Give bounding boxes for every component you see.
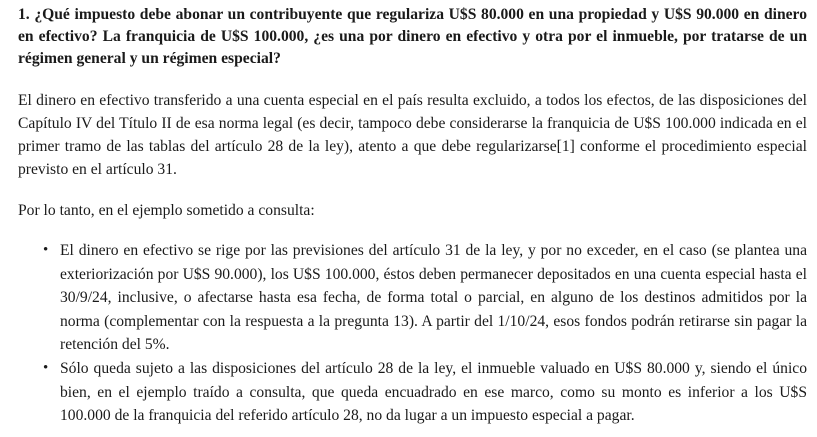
bullet-list [18, 239, 807, 428]
question-heading: 1. ¿Qué impuesto debe abonar un contribuyente que regulariza U$S 80.000 en una propiedad y U$S 90.000 en dinero en efectivo? La franquicia de U$S 100.000, ¿es una por dinero en efectivo y otra por el inmueble, por tratarse de un régimen general y un régimen especial? [18, 6, 807, 67]
answer-paragraph-1: El dinero en efectivo transferido a una cuenta especial en el país resulta excluido, a todos los efectos, de las disposiciones del Capítulo IV del Título II de esa norma legal (es decir, tampoco debe considerarse la franquicia de U$S 100.000 indicada en el primer tramo de las tablas del artículo 28 de la ley), atento a que debe regularizarse[1] conforme el procedimiento especial previsto en el artículo 31. [18, 92, 807, 178]
list-item [40, 239, 807, 357]
answer-paragraph-2: Por lo tanto, en el ejemplo sometido a consulta: [18, 202, 315, 219]
list-item-text: Sólo queda sujeto a las disposiciones del artículo 28 de la ley, el inmueble valuado en U$S 80.000 y, siendo el único bien, en el ejemplo traído a consulta, que queda encuadrado en ese marco, como su monto es inferior a los U$S 100.000 de la franquicia del referido artículo 28, no da lugar a un impuesto especial a pagar. [60, 359, 807, 425]
bullet-icon: • [43, 242, 49, 258]
bullet-icon: • [43, 359, 49, 376]
list-item-text: El dinero en efectivo se rige por las previsiones del artículo 31 de la ley, y por no exceder, en el caso (se plantea una exteriorización por U$S 90.000), los U$S 100.000, éstos deben permanecer depositados en una cuenta especial hasta el 30/9/24, inclusive, o afectarse hasta esa fecha, de forma total o parcial, en alguno de los destinos admitidos por la norma (complementar con la respuesta a la pregunta 13). A partir del 1/10/24, esos fondos podrán retirarse sin pagar la retención del 5%. [60, 242, 807, 354]
list-item [40, 357, 807, 428]
